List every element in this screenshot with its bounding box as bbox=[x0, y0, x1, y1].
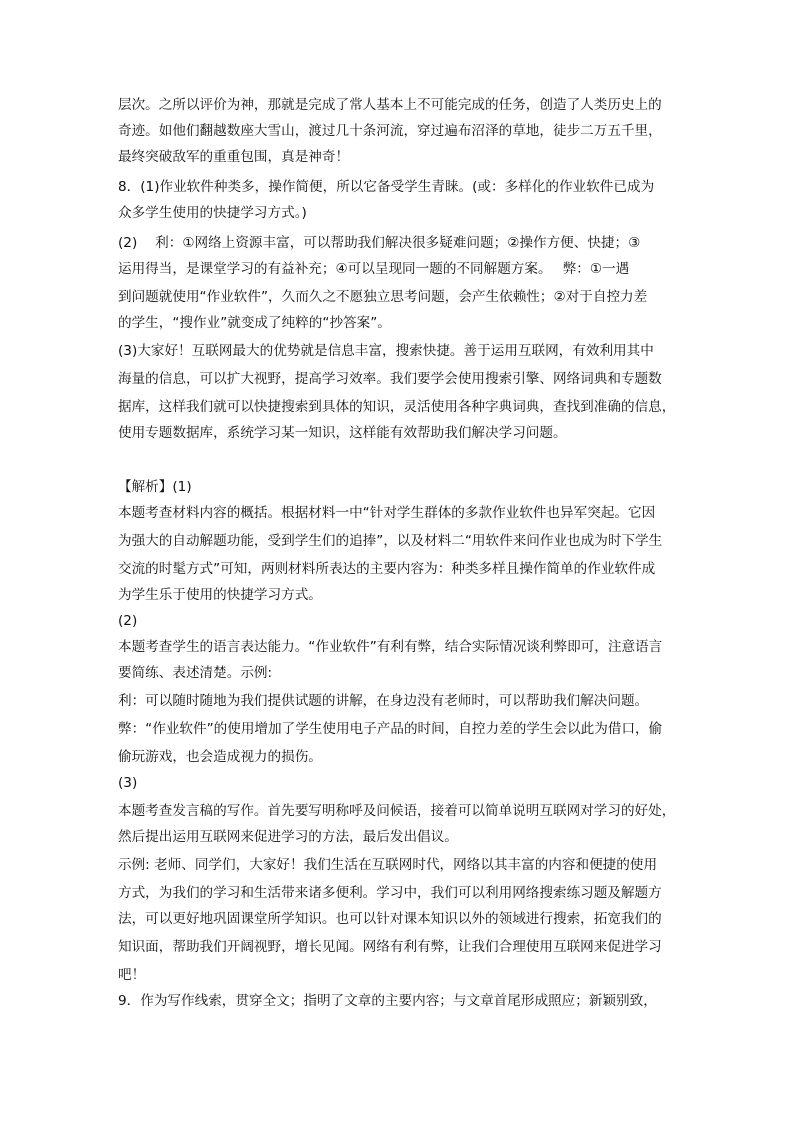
text-line: 本题考查发言稿的写作。首先要写明称呼及问候语，接着可以简单说明互联网对学习的好处， bbox=[118, 803, 676, 819]
text-line: 9．作为写作线索，贯穿全文；指明了文章的主要内容；与文章首尾形成照应；新颖别致， bbox=[118, 993, 657, 1009]
text-line: 8．(1)作业软件种类多，操作简便，所以它备受学生青睐。(或：多样化的作业软件已成为 bbox=[118, 179, 655, 195]
text-line: 然后提出运用互联网来促进学习的方法，最后发出倡议。 bbox=[118, 829, 458, 845]
text-line: 众多学生使用的快捷学习方式。) bbox=[118, 205, 307, 221]
blank-line bbox=[118, 448, 698, 474]
text-line: 据库，这样我们就可以快捷搜索到具体的知识，灵活使用各种字典词典，查找到准确的信息， bbox=[118, 399, 676, 415]
text-line: 吧！ bbox=[118, 967, 146, 983]
text-line: 为学生乐于使用的快捷学习方式。 bbox=[118, 587, 322, 603]
text-line: 利：可以随时随地为我们提供试题的讲解，在身边没有老师时，可以帮助我们解决问题。 bbox=[118, 693, 649, 709]
analysis-heading: 【解析】(1) bbox=[118, 479, 192, 495]
text-line: 奇迹。如他们翻越数座大雪山，渡过几十条河流，穿过遍布沼泽的草地，徒步二万五千里， bbox=[118, 123, 662, 139]
text-line: (3) bbox=[118, 775, 138, 791]
text-line: 交流的时髦方式”可知，两则材料所表达的主要内容为：种类多样且操作简单的作业软件成 bbox=[118, 561, 656, 577]
text-line: (2) 利：①网络上资源丰富，可以帮助我们解决很多疑难问题；②操作方便、快捷；③ bbox=[118, 235, 641, 251]
text-line: 方式，为我们的学习和生活带来诸多便利。学习中，我们可以利用网络搜索练习题及解题方 bbox=[118, 885, 662, 901]
text-line: 知识面，帮助我们开阔视野，增长见闻。网络有利有弊，让我们合理使用互联网来促进学习 bbox=[118, 939, 662, 955]
text-line: 的学生，“搜作业”就变成了纯粹的“抄答案”。 bbox=[118, 315, 391, 331]
text-line: 本题考查材料内容的概括。根据材料一中“针对学生群体的多款作业软件也异军突起。它因 bbox=[118, 505, 656, 521]
text-line: 到问题就使用“作业软件”，久而久之不愿独立思考问题，会产生依赖性；②对于自控力差 bbox=[118, 289, 648, 305]
text-line: 示例: 老师、同学们，大家好！我们生活在互联网时代，网络以其丰富的内容和便捷的使用 bbox=[118, 857, 658, 873]
text-line: 弊：“作业软件”的使用增加了学生使用电子产品的时间，自控力差的学生会以此为借口，偷 bbox=[118, 721, 663, 737]
text-line: 法，可以更好地巩固课堂所学知识。也可以针对课本知识以外的领域进行搜索，拓宽我们的 bbox=[118, 911, 662, 927]
text-line: 使用专题数据库，系统学习某一知识，这样能有效帮助我们解决学习问题。 bbox=[118, 425, 567, 441]
text-line: 偷玩游戏，也会造成视力的损伤。 bbox=[118, 749, 322, 765]
text-line: 要简练、表述清楚。示例: bbox=[118, 665, 273, 681]
text-line: 层次。之所以评价为神，那就是完成了常人基本上不可能完成的任务，创造了人类历史上的 bbox=[118, 97, 662, 113]
text-line: 最终突破敌军的重重包围，真是神奇！ bbox=[118, 149, 350, 165]
text-line: 为强大的自动解题功能，受到学生们的追捧”，以及材料二“用软件来问作业也成为时下学生 bbox=[118, 533, 663, 549]
text-line: 海量的信息，可以扩大视野，提高学习效率。我们要学会使用搜索引擎、网络词典和专题数 bbox=[118, 371, 662, 387]
text-line: 运用得当，是课堂学习的有益补充；④可以呈现同一题的不同解题方案。 弊：①一遇 bbox=[118, 261, 630, 277]
text-line: (3)大家好！互联网最大的优势就是信息丰富，搜索快捷。善于运用互联网，有效利用其中 bbox=[118, 343, 654, 359]
text-line: (2) bbox=[118, 613, 138, 629]
text-line: 本题考查学生的语言表达能力。“作业软件”有利有弊，结合实际情况谈利弊即可，注意语言 bbox=[118, 639, 663, 655]
